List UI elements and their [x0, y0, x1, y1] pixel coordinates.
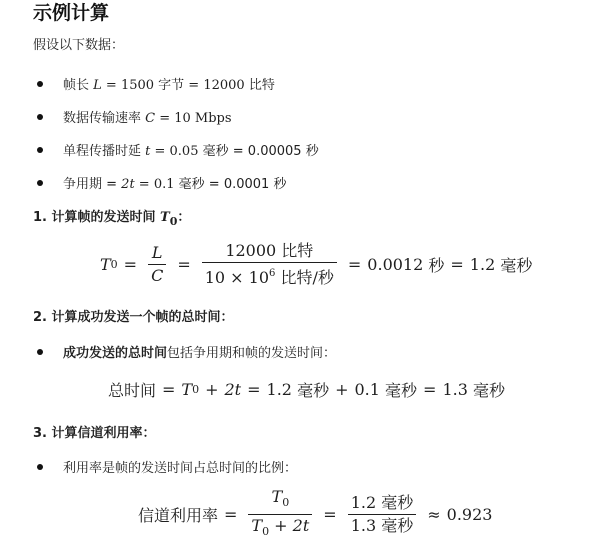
bullet-icon — [37, 464, 43, 470]
section-heading-3: 3. 计算信道利用率： — [33, 426, 156, 441]
section-heading-2: 2. 计算成功发送一个帧的总时间： — [33, 310, 234, 325]
intro-text: 假设以下数据： — [33, 38, 125, 53]
section-heading-1: 1. 计算帧的发送时间 $T_0$： — [33, 210, 191, 228]
list-item-text: 利用率是帧的发送时间占总时间的比例： — [63, 461, 298, 476]
list-item-text: 争用期 = 2t = 0.1 毫秒 = 0.0001 秒 — [63, 177, 287, 192]
page-title: 示例计算 — [33, 2, 110, 24]
list-item-text: 单程传播时延 t = 0.05 毫秒 = 0.00005 秒 — [63, 144, 319, 159]
list-item — [33, 67, 573, 100]
list-item — [33, 100, 573, 133]
fraction: $\frac{T_0}{T_0 + 2t}$ — [248, 487, 312, 542]
equation-total-time: 总时间 = T 0 + 2t = 1.2 毫秒 + 0.1 毫秒 = 1.3 毫秒 — [108, 379, 506, 400]
list-item-text: 成功发送的总时间包括争用期和帧的发送时间： — [63, 346, 337, 361]
equation-utilization: 信道利用率 = $\frac{T_0}{T_0 + 2t}$ = $\frac{\text{1.2 毫秒}}{\text{1.3 毫秒}}$ ≈ 0.923 — [138, 490, 492, 538]
list-item-text: 帧长 L = 1500 字节 = 12000 比特 — [63, 78, 275, 93]
fraction: $\frac{L}{C}$ — [148, 243, 166, 286]
list-item-text: 数据传输速率 C = 10 Mbps — [63, 111, 232, 126]
fraction: $\frac{\text{12000 比特}}{10 \times 10^6 比特/秒}$ — [202, 241, 337, 288]
list-item — [33, 450, 573, 483]
bullet-icon — [37, 114, 43, 120]
fraction: $\frac{\text{1.2 毫秒}}{\text{1.3 毫秒}}$ — [348, 493, 417, 536]
bullet-icon — [37, 147, 43, 153]
assumption-list — [33, 67, 573, 199]
equation-send-time: T 0 = $\frac{L}{C}$ = $\frac{\text{12000 比特}}{10 \times 10^6 比特/秒}$ = 0.0012 秒 = 1.2 毫秒 — [100, 240, 533, 287]
list-item — [33, 133, 573, 166]
bullet-icon — [37, 349, 43, 355]
list-item — [33, 166, 573, 199]
bullet-icon — [37, 81, 43, 87]
bullet-icon — [37, 180, 43, 186]
list-item — [33, 335, 573, 368]
